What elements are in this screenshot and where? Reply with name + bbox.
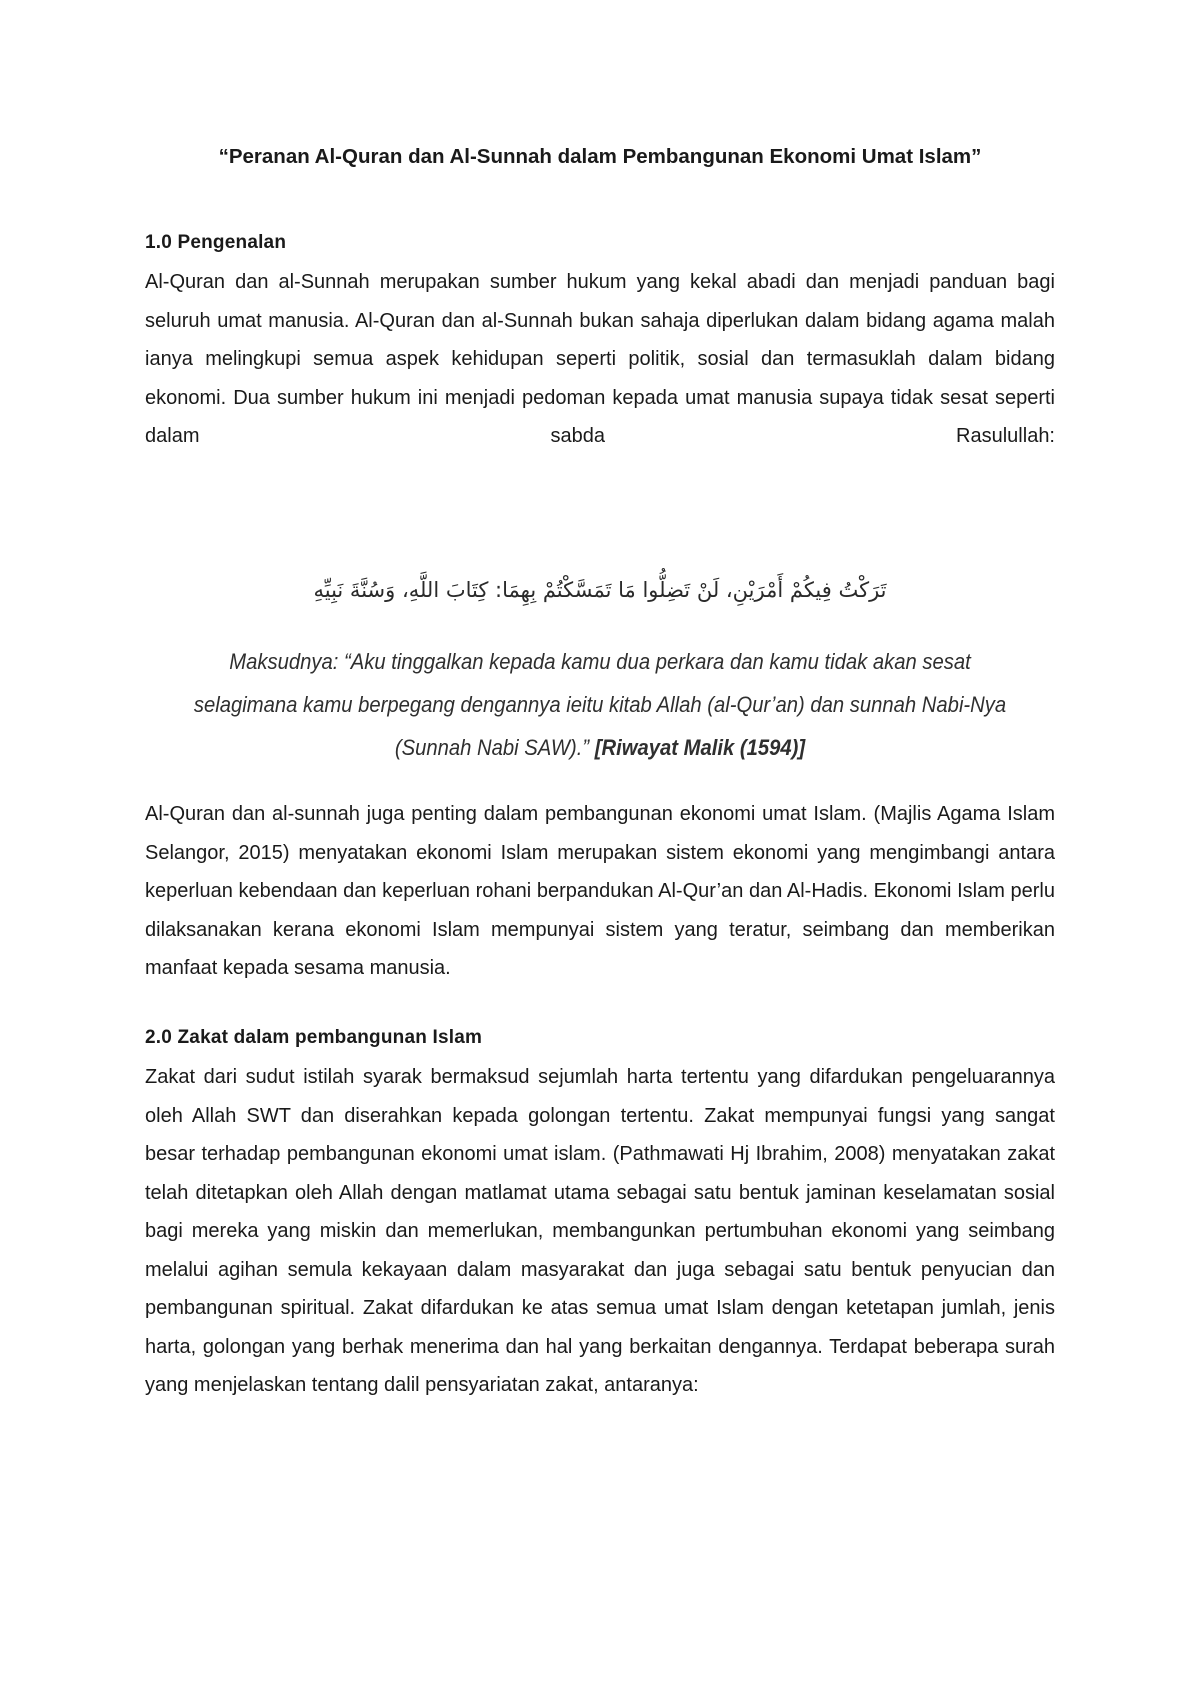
document-title: “Peranan Al-Quran dan Al-Sunnah dalam Pembangunan Ekonomi Umat Islam” [218, 145, 982, 168]
section-heading-introduction: 1.0 Pengenalan [145, 232, 287, 253]
hadith-meaning-line: selagimana kamu berpegang dengannya ieitu kitab Allah (al-Qur’an) dan sunnah Nabi-Nya [193, 692, 1007, 717]
zakat-paragraph: Zakat dari sudut istilah syarak bermaksud sejumlah harta tertentu yang difardukan pengeluarannya oleh Allah SWT dan diserahkan kepada golongan tertentu. Zakat mempunyai fungsi yang sangat besar terhadap pembangunan ekonomi umat islam. (Pathmawati Hj Ibrahim, 2008) menyatakan zakat telah ditetapkan oleh Allah dengan matlamat utama sebagai satu bentuk jaminan keselamatan sosial bagi mereka yang miskin dan memerlukan, membangunkan pertumbuhan ekonomi yang seimbang melalui agihan semula kekayaan dalam masyarakat dan juga sebagai satu bentuk penyucian dan pembangunan spiritual. Zakat difardukan ke atas semua umat Islam dengan ketetapan jumlah, jenis harta, golongan yang berhak menerima dan hal yang berkaitan dengannya. Terdapat beberapa surah yang menjelaskan tentang dalil pensyariatan zakat, antaranya: [145, 1066, 1055, 1396]
economy-paragraph: Al-Quran dan al-sunnah juga penting dalam pembangunan ekonomi umat Islam. (Majlis Agama Islam Selangor, 2015) menyatakan ekonomi Islam merupakan sistem ekonomi yang mengimbangi antara keperluan kebendaan dan keperluan rohani berpandukan Al-Qur’an dan Al-Hadis. Ekonomi Islam perlu dilaksanakan kerana ekonomi Islam mempunyai sistem yang teratur, seimbang dan memberikan manfaat kepada sesama manusia. [145, 803, 1055, 979]
hadith-meaning-line-last [186, 726, 1014, 769]
hadith-meaning-quote [186, 640, 1014, 769]
hadith-meaning-line: Maksudnya: “Aku tinggalkan kepada kamu dua perkara dan kamu tidak akan sesat [229, 649, 971, 674]
hadith-meaning-text: (Sunnah Nabi SAW).” [394, 735, 590, 760]
introduction-paragraph: Al-Quran dan al-Sunnah merupakan sumber hukum yang kekal abadi dan menjadi panduan bagi seluruh umat manusia. Al-Quran dan al-Sunnah bukan sahaja diperlukan dalam bidang agama malah ianya melingkupi semua aspek kehidupan seperti politik, sosial dan termasuklah dalam bidang ekonomi. Dua sumber hukum ini menjadi pedoman kepada umat manusia supaya tidak sesat seperti dalam sabda Rasulullah: [145, 271, 1055, 447]
hadith-reference: [Riwayat Malik (1594)] [594, 735, 806, 760]
section-heading-zakat: 2.0 Zakat dalam pembangunan Islam [145, 1027, 483, 1048]
hadith-arabic-text: تَرَكْتُ فِيكُمْ أَمْرَيْنِ، لَنْ تَضِلُّوا مَا تَمَسَّكْتُمْ بِهِمَا: كِتَابَ اللَّهِ، وَسُنَّةَ نَبِيِّهِ [313, 578, 887, 602]
